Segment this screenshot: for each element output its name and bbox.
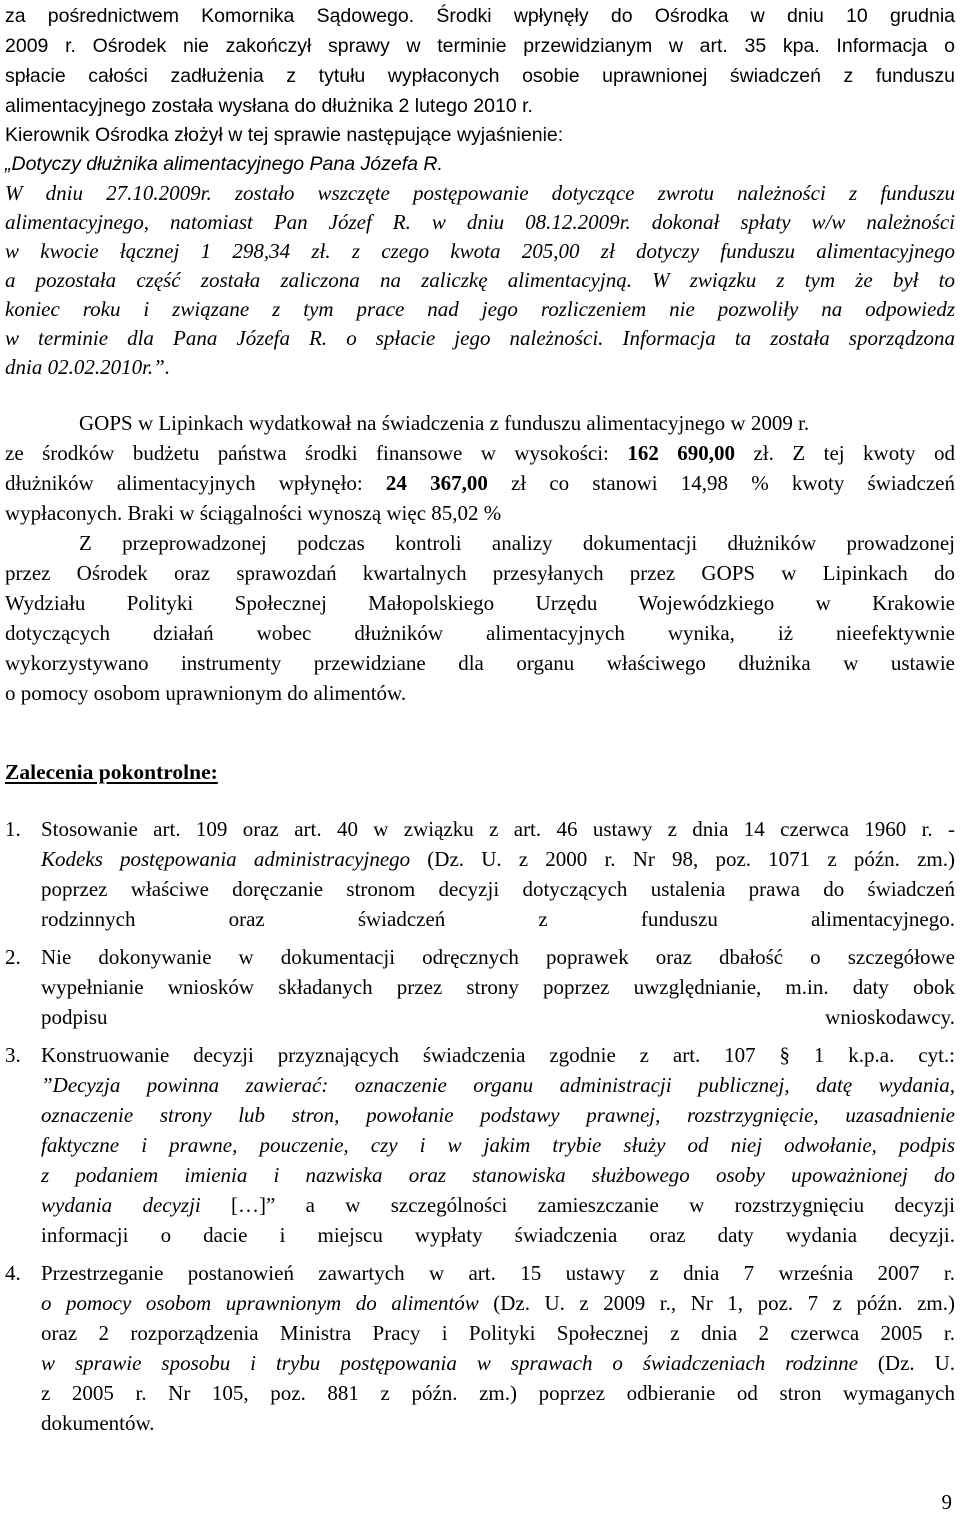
quote-line: koniec roku i związane z tym prace nad jego rozliczeniem nie pozwoliły na odpowiedz — [5, 297, 955, 321]
amount-recovered: 24 367,00 — [385, 471, 488, 495]
gops-line: GOPS w Lipinkach wydatkował na świadczenia z funduszu alimentacyjnego w 2009 r. — [79, 411, 810, 435]
text-line: za pośrednictwem Komornika Sądowego. Środki wpłynęły do Ośrodka w dniu 10 grudnia — [5, 5, 955, 27]
analysis-line: przez Ośrodek oraz sprawozdań kwartalnych przesyłanych przez GOPS w Lipinkach do — [5, 561, 955, 585]
quote-line: w terminie dla Pana Józefa R. o spłacie jego należności. Informacja ta została sporządzona — [5, 326, 955, 350]
gops-line: wypłaconych. Braki w ściągalności wynoszą więc 85,02 % — [5, 501, 502, 525]
text-line: Kierownik Ośrodka złożył w tej sprawie następujące wyjaśnienie: — [5, 124, 564, 146]
item-line: faktyczne i prawne, pouczenie, czy i w jakim trybie służy od niej odwołanie, podpis — [41, 1133, 955, 1157]
item-line: ”Decyzja powinna zawierać: oznaczenie organu administracji publicznej, datę wydania, — [41, 1073, 955, 1097]
item-line: wydania decyzji […]” a w szczególności zamieszczanie w rozstrzygnięciu decyzji — [41, 1193, 955, 1217]
analysis-line: Z przeprowadzonej podczas kontroli analizy dokumentacji dłużników prowadzonej — [79, 531, 955, 555]
item-line: oznaczenie strony lub stron, powołanie podstawy prawnej, rozstrzygnięcie, uzasadnienie — [41, 1103, 955, 1127]
item-line: podpisu wnioskodawcy. — [41, 1005, 955, 1029]
analysis-line: Wydziału Polityki Społecznej Małopolskiego Urzędu Wojewódzkiego w Krakowie — [5, 591, 955, 615]
item-line: Przestrzeganie postanowień zawartych w art. 15 ustawy z dnia 7 września 2007 r. — [41, 1261, 955, 1285]
item-number: 4. — [5, 1261, 21, 1285]
gops-line: dłużników alimentacyjnych wpłynęło: 24 367,00 zł co stanowi 14,98 % kwoty świadczeń — [5, 471, 955, 495]
quote-line: W dniu 27.10.2009r. zostało wszczęte postępowanie dotyczące zwrotu należności z funduszu — [5, 181, 955, 205]
quote-line: a pozostała część została zaliczona na zaliczkę alimentacyjną. W związku z tym że był to — [5, 268, 955, 292]
item-line: Nie dokonywanie w dokumentacji odręcznych poprawek oraz dbałość o szczegółowe — [41, 945, 955, 969]
text-line: spłacie całości zadłużenia z tytułu wypłaconych osobie uprawnionej świadczeń z funduszu — [5, 65, 955, 87]
item-number: 3. — [5, 1043, 21, 1067]
amount-total: 162 690,00 — [627, 441, 736, 465]
analysis-line: o pomocy osobom uprawnionym do alimentów. — [5, 681, 407, 705]
item-line: oraz 2 rozporządzenia Ministra Pracy i Polityki Społecznej z dnia 2 czerwca 2005 r. — [41, 1321, 955, 1345]
analysis-line: dotyczących działań wobec dłużników alimentacyjnych wynika, iż nieefektywnie — [5, 621, 955, 645]
quote-line: alimentacyjnego, natomiast Pan Józef R. w dniu 08.12.2009r. dokonał spłaty w/w należności — [5, 210, 955, 234]
item-line: dokumentów. — [41, 1411, 155, 1435]
item-number: 2. — [5, 945, 21, 969]
item-line: rodzinnych oraz świadczeń z funduszu alimentacyjnego. — [41, 907, 955, 931]
item-line: Konstruowanie decyzji przyznających świadczenia zgodnie z art. 107 § 1 k.p.a. cyt.: — [41, 1043, 955, 1067]
item-line: poprzez właściwe doręczanie stronom decyzji dotyczących ustalenia prawa do świadczeń — [41, 877, 955, 901]
recommendations-heading: Zalecenia pokontrolne: — [5, 760, 218, 784]
item-line: z 2005 r. Nr 105, poz. 881 z późn. zm.) poprzez odbieranie od stron wymaganych — [41, 1381, 955, 1405]
quote-line: „Dotyczy dłużnika alimentacyjnego Pana Józefa R. — [5, 153, 443, 175]
quote-line: dnia 02.02.2010r.”. — [5, 355, 171, 379]
text-line: 2009 r. Ośrodek nie zakończył sprawy w terminie przewidzianym w art. 35 kpa. Informacja o — [5, 35, 955, 57]
item-line: z podaniem imienia i nazwiska oraz stanowiska służbowego osoby upoważnionej do — [41, 1163, 955, 1187]
item-line: wypełnianie wniosków składanych przez strony poprzez uwzględnianie, m.in. daty obok — [41, 975, 955, 999]
item-line: informacji o dacie i miejscu wypłaty świadczenia oraz daty wydania decyzji. — [41, 1223, 955, 1247]
item-number: 1. — [5, 817, 21, 841]
quote-line: w kwocie łącznej 1 298,34 zł. z czego kwota 205,00 zł dotyczy funduszu alimentacyjnego — [5, 239, 955, 263]
item-line: o pomocy osobom uprawnionym do alimentów (Dz. U. z 2009 r., Nr 1, poz. 7 z późn. zm.) — [41, 1291, 955, 1315]
page-number: 9 — [941, 1490, 952, 1514]
item-line: Stosowanie art. 109 oraz art. 40 w związku z art. 46 ustawy z dnia 14 czerwca 1960 r. - — [41, 817, 955, 841]
analysis-line: wykorzystywano instrumenty przewidziane dla organu właściwego dłużnika w ustawie — [5, 651, 955, 675]
text-line: alimentacyjnego została wysłana do dłużnika 2 lutego 2010 r. — [5, 95, 533, 117]
gops-line: ze środków budżetu państwa środki finansowe w wysokości: 162 690,00 zł. Z tej kwoty od — [5, 441, 955, 465]
item-line: w sprawie sposobu i trybu postępowania w sprawach o świadczeniach rodzinne (Dz. U. — [41, 1351, 955, 1375]
item-line: Kodeks postępowania administracyjnego (Dz. U. z 2000 r. Nr 98, poz. 1071 z późn. zm.) — [41, 847, 955, 871]
